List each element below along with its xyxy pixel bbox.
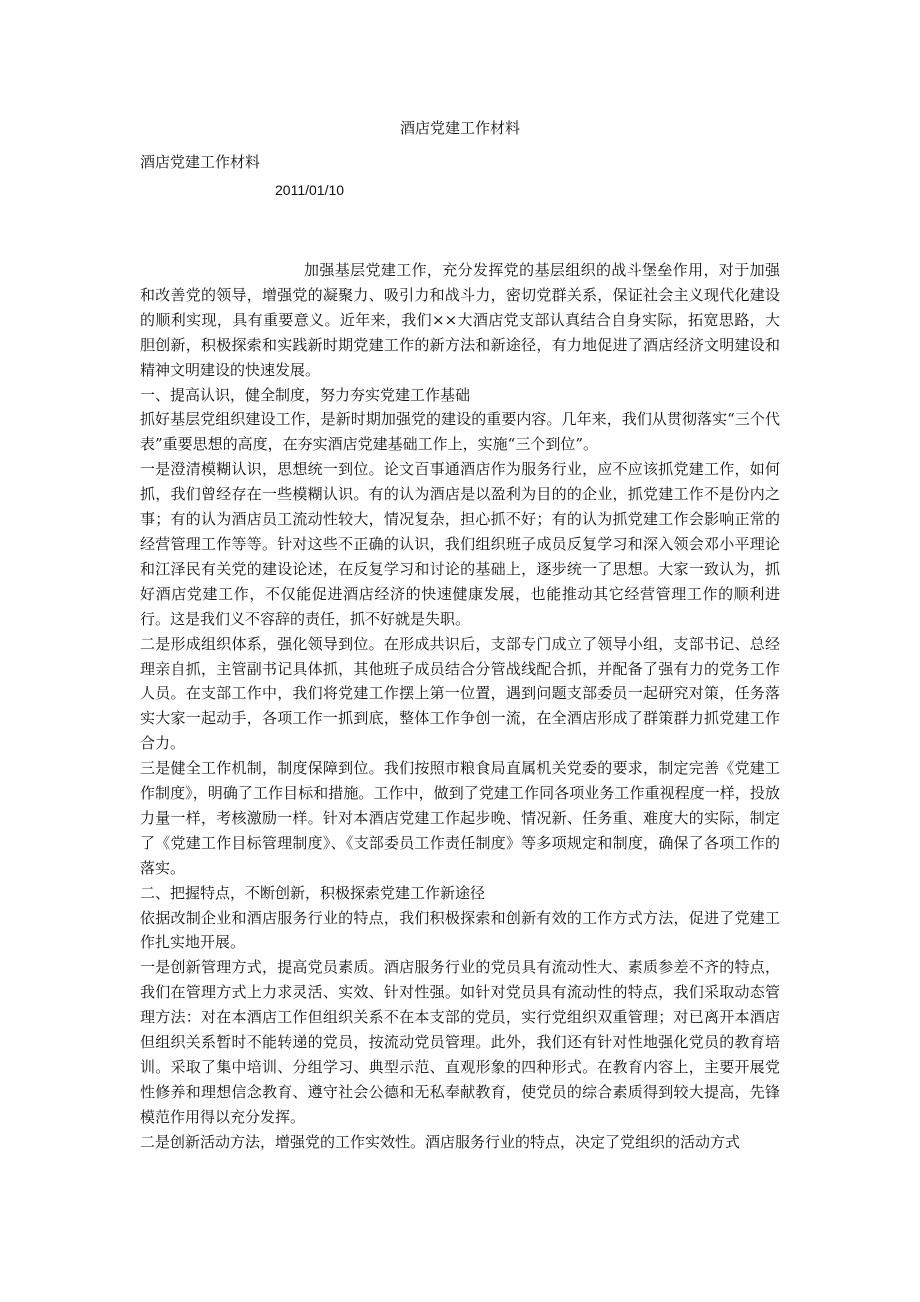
document-title: 酒店党建工作材料	[399, 119, 520, 137]
document-body	[140, 258, 780, 1155]
body-paragraph: 二是创新活动方法，增强党的工作实效性。酒店服务行业的特点，决定了党组织的活动方式	[140, 1132, 741, 1151]
body-paragraph: 抓好基层党组织建设工作，是新时期加强党的建设的重要内容。几年来，我们从贯彻落实“三个代表”重要思想的高度，在夯实酒店党建基础工作上，实施“三个到位”。	[140, 410, 780, 454]
section-heading-2: 二、把握特点，不断创新，积极探索党建工作新途径	[140, 883, 486, 902]
document-date: 2011/01/10	[275, 182, 345, 198]
body-paragraph: 一是澄清模糊认识，思想统一到位。论文百事通酒店作为服务行业，应不应该抓党建工作，如何抓，我们曾经存在一些模糊认识。有的认为酒店是以盈利为目的的企业，抓党建工作不是份内之事；有的认为酒店员工流动性较大，情况复杂，担心抓不好；有的认为抓党建工作会影响正常的经营管理工作等等。针对这些不正确的认识，我们组织班子成员反复学习和深入领会邓小平理论和江泽民有关党的建设论述，在反复学习和讨论的基础上，逐步统一了思想。大家一致认为，抓好酒店党建工作，不仅能促进酒店经济的快速健康发展，也能推动其它经营管理工作的顺利进行。这是我们义不容辞的责任，抓不好就是失职。	[140, 460, 780, 628]
document-subtitle: 酒店党建工作材料	[140, 153, 261, 171]
section-heading-1: 一、提高认识，健全制度，努力夯实党建工作基础	[140, 385, 471, 404]
body-paragraph: 一是创新管理方式，提高党员素质。酒店服务行业的党员具有流动性大、素质参差不齐的特点，我们在管理方式上力求灵活、实效、针对性强。如针对党员具有流动性的特点，我们采取动态管理方法：对在本酒店工作但组织关系不在本支部的党员，实行党组织双重管理；对已离开本酒店但组织关系暂时不能转递的党员，按流动党员管理。此外，我们还有针对性地强化党员的教育培训。采取了集中培训、分组学习、典型示范、直观形象的四种形式。在教育内容上，主要开展党性修养和理想信念教育、遵守社会公德和无私奉献教育，使党员的综合素质得到较大提高，先锋模范作用得以充分发挥。	[140, 958, 780, 1126]
intro-paragraph: 加强基层党建工作，充分发挥党的基层组织的战斗堡垒作用，对于加强和改善党的领导，增强党的凝聚力、吸引力和战斗力，密切党群关系，保证社会主义现代化建设的顺利实现，具有重要意义。近年来，我们××大酒店党支部认真结合自身实际，拓宽思路，大胆创新，积极探索和实践新时期党建工作的新方法和新途径，有力地促进了酒店经济文明建设和精神文明建设的快速发展。	[140, 261, 780, 379]
body-paragraph: 依据改制企业和酒店服务行业的特点，我们积极探索和创新有效的工作方式方法，促进了党建工作扎实地开展。	[140, 908, 780, 952]
body-paragraph: 二是形成组织体系，强化领导到位。在形成共识后，支部专门成立了领导小组，支部书记、总经理亲自抓，主管副书记具体抓，其他班子成员结合分管战线配合抓，并配备了强有力的党务工作人员。在支部工作中，我们将党建工作摆上第一位置，遇到问题支部委员一起研究对策，任务落实大家一起动手，各项工作一抓到底，整体工作争创一流，在全酒店形成了群策群力抓党建工作合力。	[140, 634, 780, 753]
body-paragraph: 三是健全工作机制，制度保障到位。我们按照市粮食局直属机关党委的要求，制定完善《党建工作制度》，明确了工作目标和措施。工作中，做到了党建工作同各项业务工作重视程度一样，投放力量一样，考核激励一样。针对本酒店党建工作起步晚、情况新、任务重、难度大的实际，制定了《党建工作目标管理制度》、《支部委员工作责任制度》等多项规定和制度，确保了各项工作的落实。	[140, 759, 780, 877]
